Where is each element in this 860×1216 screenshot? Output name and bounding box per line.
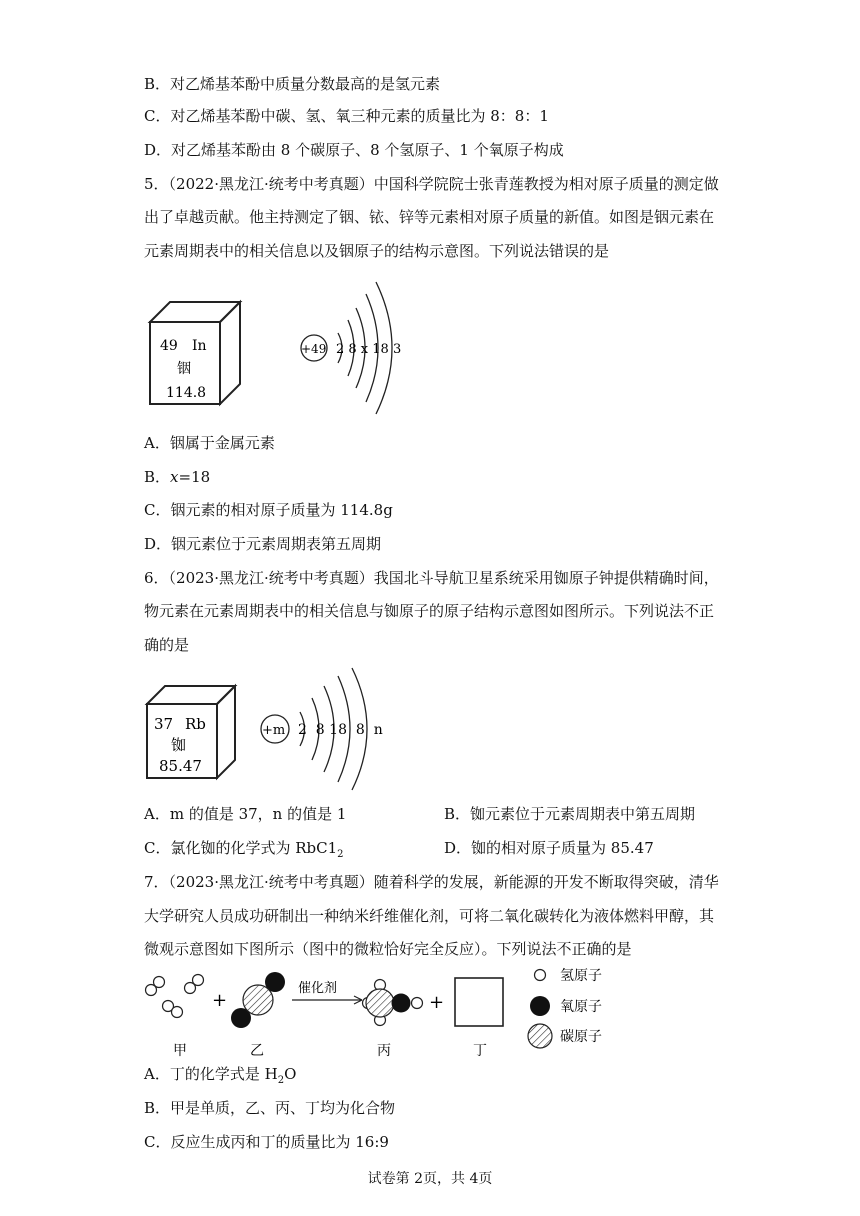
rubidium-name: 铷 (171, 736, 187, 754)
q6-option-c-main: C．氯化铷的化学式为 RbC1 (144, 839, 338, 857)
legend-oxygen: 氧原子 (560, 999, 602, 1015)
q5-option-b (144, 467, 210, 487)
q6-option-c (144, 838, 344, 865)
q6-option-c-subscript: 2 (337, 849, 344, 860)
q7-option-a-end: O (284, 1065, 297, 1083)
indium-atomic-mass: 114.8 (166, 385, 207, 401)
label-bing: 丙 (377, 1043, 391, 1059)
q6-stem-line1: 6．（2023·黑龙江·统考中考真题）我国北斗导航卫星系统采用铷原子钟提供精确时间， (144, 569, 719, 587)
rubidium-shell-electrons: 2 8 18 8 n (298, 722, 383, 738)
indium-atomic-number: 49 (160, 338, 178, 354)
q5-option-b-rest: =18 (178, 468, 211, 486)
rubidium-symbol: Rb (185, 715, 206, 733)
q4-option-c: C．对乙烯基苯酚中碳、氢、氧三种元素的质量比为 8：8：1 (144, 107, 549, 125)
rubidium-atomic-number: 37 (154, 715, 174, 733)
rubidium-nucleus-label: +m (262, 723, 286, 738)
q5-stem-line1: 5．（2022·黑龙江·统考中考真题）中国科学院院士张青莲教授为相对原子质量的测定做 (144, 175, 719, 193)
q7-option-a-main: A．丁的化学式是 H (144, 1065, 278, 1083)
q7-stem-line2: 大学研究人员成功研制出一种纳米纤维催化剂，可将二氧化碳转化为液体燃料甲醇，其 (144, 907, 715, 925)
plus-sign-1: + (212, 990, 228, 1011)
q5-option-a: A．铟属于金属元素 (144, 434, 275, 452)
q5-option-b-prefix: B． (144, 468, 171, 486)
rubidium-element-card (145, 684, 245, 784)
indium-element-card (148, 300, 248, 410)
q5-option-d: D．铟元素位于元素周期表第五周期 (144, 535, 382, 553)
q5-stem-line3: 元素周期表中的相关信息以及铟原子的结构示意图。下列说法错误的是 (144, 242, 610, 260)
q6-stem-line2: 物元素在元素周期表中的相关信息与铷原子的原子结构示意图如图所示。下列说法不正 (144, 602, 715, 620)
q5-stem-line2: 出了卓越贡献。他主持测定了铟、铱、锌等元素相对原子质量的新值。如图是铟元素在 (144, 208, 715, 226)
q7-stem-line3: 微观示意图如下图所示（图中的微粒恰好完全反应）。下列说法不正确的是 (144, 940, 632, 958)
legend-carbon: 碳原子 (560, 1029, 602, 1045)
q6-option-b: B．铷元素位于元素周期表中第五周期 (444, 805, 696, 823)
label-yi: 乙 (250, 1043, 264, 1059)
q7-option-a (144, 1064, 296, 1091)
q4-option-b: B．对乙烯基苯酚中质量分数最高的是氢元素 (144, 75, 441, 93)
q4-option-d: D．对乙烯基苯酚由 8 个碳原子、8 个氢原子、1 个氧原子构成 (144, 141, 564, 159)
rubidium-atom-structure (256, 666, 396, 796)
indium-atom-structure (296, 278, 436, 418)
q6-option-d: D．铷的相对原子质量为 85.47 (444, 839, 654, 857)
catalyst-label: 催化剂 (298, 981, 338, 996)
q5-option-c: C．铟元素的相对原子质量为 114.8g (144, 501, 393, 519)
q7-option-b: B．甲是单质，乙、丙、丁均为化合物 (144, 1099, 396, 1117)
q6-option-a: A．m 的值是 37，n 的值是 1 (144, 805, 347, 823)
carbon-dioxide-molecule (231, 972, 285, 1028)
q7-option-a-subscript: 2 (277, 1075, 285, 1086)
q5-option-b-variable: x (170, 468, 179, 486)
indium-nucleus-label: +49 (301, 342, 327, 356)
q7-stem-line1: 7．（2023·黑龙江·统考中考真题）随着科学的发展，新能源的开发不断取得突破，清华 (144, 873, 719, 891)
label-jia: 甲 (173, 1043, 187, 1059)
unknown-product-box (455, 978, 503, 1026)
reaction-microscopic-diagram (140, 962, 640, 1062)
indium-symbol: In (192, 338, 207, 354)
indium-name: 铟 (177, 361, 191, 377)
q7-option-c: C．反应生成丙和丁的质量比为 16:9 (144, 1133, 389, 1151)
methanol-molecule (363, 980, 423, 1026)
indium-shell-electrons: 2 8 x 18 3 (336, 342, 402, 357)
diagram-legend (528, 968, 602, 1048)
rubidium-atomic-mass: 85.47 (159, 757, 202, 775)
q6-stem-line3: 确的是 (144, 636, 190, 654)
label-ding: 丁 (473, 1043, 487, 1059)
legend-hydrogen: 氢原子 (560, 968, 602, 984)
page-footer: 试卷第 2页，共 4页 (367, 1171, 493, 1187)
plus-sign-2: + (429, 992, 445, 1013)
hydrogen-molecules (146, 975, 204, 1018)
